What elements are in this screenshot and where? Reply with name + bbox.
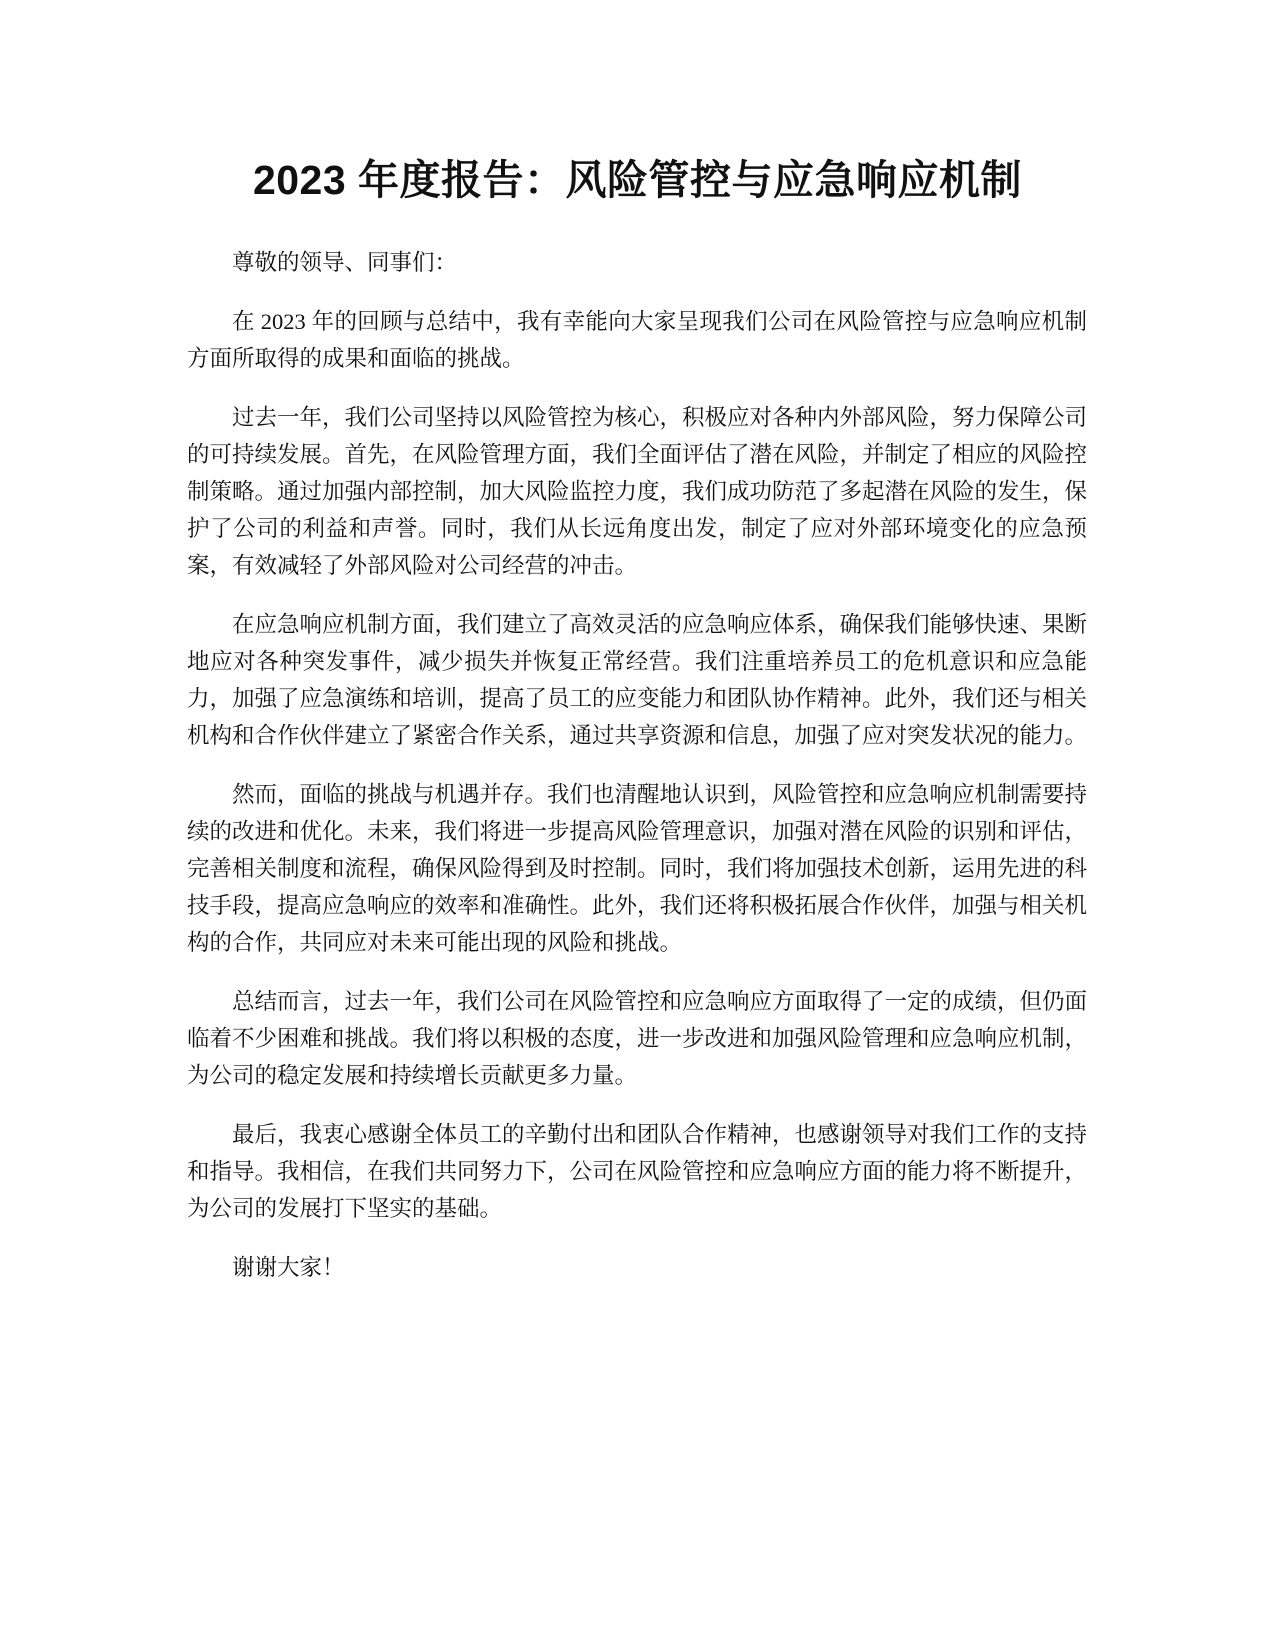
greeting: 尊敬的领导、同事们：: [232, 250, 458, 275]
document-body: [187, 244, 1087, 1308]
closing: 谢谢大家！: [232, 1255, 345, 1280]
paragraph-risk-management: 过去一年，我们公司坚持以风险管控为核心，积极应对各种内外部风险，努力保障公司的可持续发展。首先，在风险管理方面，我们全面评估了潜在风险，并制定了相应的风险控制策略。通过加强内部控制，加大风险监控力度，我们成功防范了多起潜在风险的发生，保护了公司的利益和声誉。同时，我们从长远角度出发，制定了应对外部环境变化的应急预案，有效减轻了外部风险对公司经营的冲击。: [187, 405, 1088, 578]
document-title: 2023 年度报告：风险管控与应急响应机制: [252, 157, 1023, 203]
paragraph-thanks: 最后，我衷心感谢全体员工的辛勤付出和团队合作精神，也感谢领导对我们工作的支持和指导。我相信，在我们共同努力下，公司在风险管控和应急响应方面的能力将不断提升，为公司的发展打下坚实的基础。: [187, 1122, 1088, 1221]
paragraph-intro: 在 2023 年的回顾与总结中，我有幸能向大家呈现我们公司在风险管控与应急响应机制方面所取得的成果和面临的挑战。: [187, 309, 1087, 371]
paragraph-emergency-response: 在应急响应机制方面，我们建立了高效灵活的应急响应体系，确保我们能够快速、果断地应对各种突发事件，减少损失并恢复正常经营。我们注重培养员工的危机意识和应急能力，加强了应急演练和培训，提高了员工的应变能力和团队协作精神。此外，我们还与相关机构和合作伙伴建立了紧密合作关系，通过共享资源和信息，加强了应对突发状况的能力。: [187, 612, 1088, 748]
paragraph-challenges: 然而，面临的挑战与机遇并存。我们也清醒地认识到，风险管控和应急响应机制需要持续的改进和优化。未来，我们将进一步提高风险管理意识，加强对潜在风险的识别和评估，完善相关制度和流程，确保风险得到及时控制。同时，我们将加强技术创新，运用先进的科技手段，提高应急响应的效率和准确性。此外，我们还将积极拓展合作伙伴，加强与相关机构的合作，共同应对未来可能出现的风险和挑战。: [187, 782, 1088, 955]
paragraph-summary: 总结而言，过去一年，我们公司在风险管控和应急响应方面取得了一定的成绩，但仍面临着不少困难和挑战。我们将以积极的态度，进一步改进和加强风险管理和应急响应机制，为公司的稳定发展和持续增长贡献更多力量。: [187, 989, 1088, 1088]
